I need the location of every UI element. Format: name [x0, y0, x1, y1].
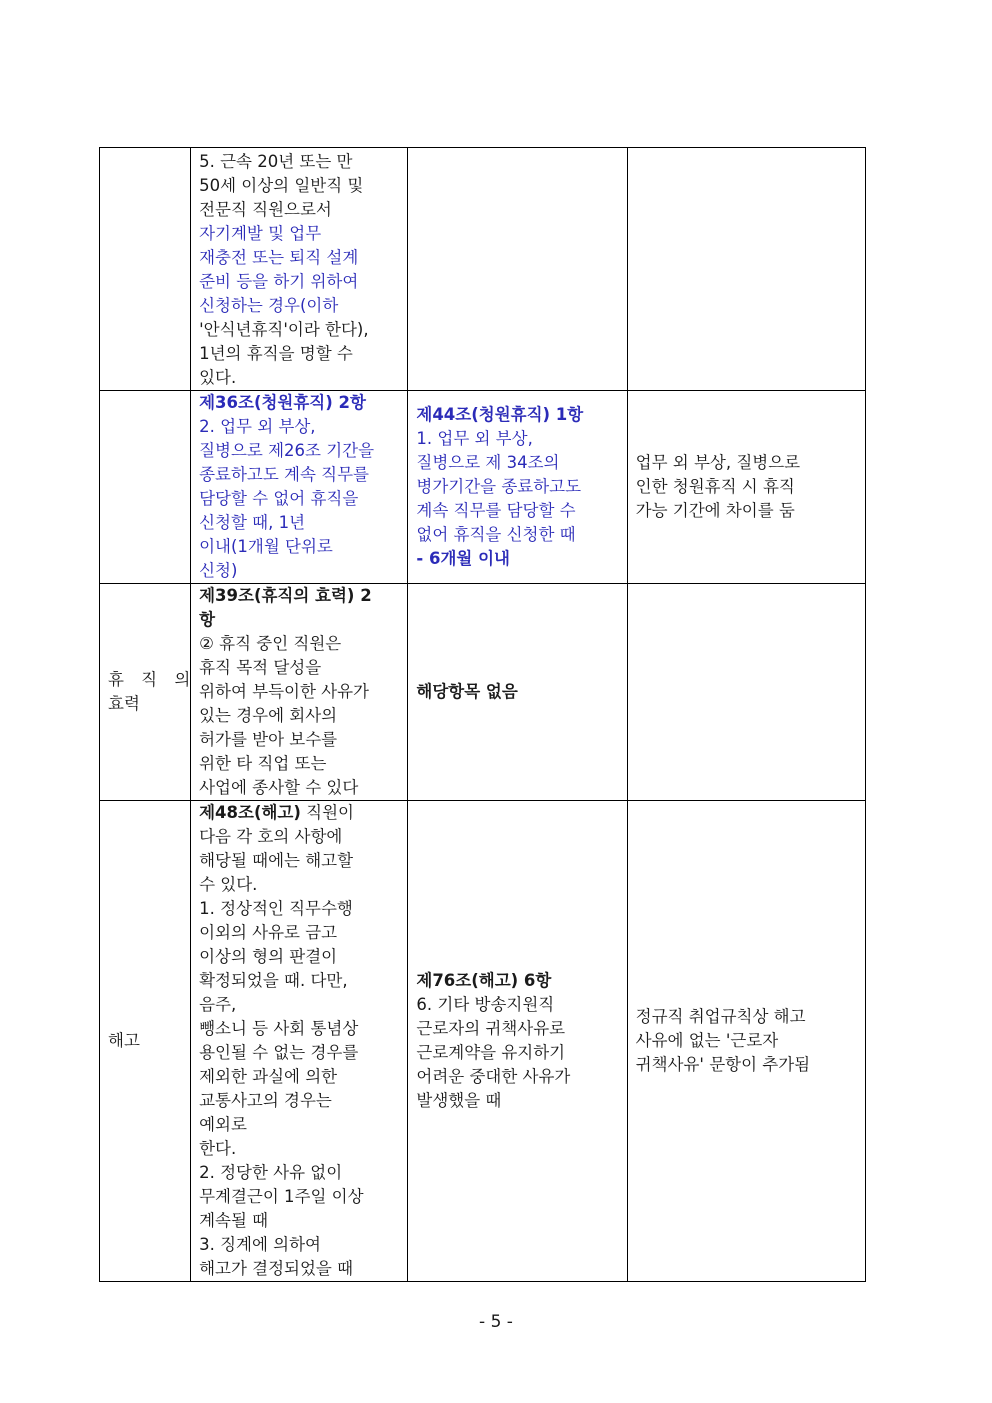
text-line: 제외한 과실에 의한 [199, 1067, 338, 1086]
text-line: 가능 기간에 차이를 둠 [635, 501, 795, 520]
text-line: 무계결근이 1주일 이상 [199, 1187, 364, 1206]
text-line: 질병으로 제 34조의 [416, 453, 560, 472]
category-cell [100, 391, 191, 584]
support-rule-cell [408, 391, 627, 584]
text-line: - 6개월 이내 [416, 549, 510, 568]
text-line: 종료하고도 계속 직무를 [199, 465, 369, 484]
text-line: 6. 기타 방송지원직 [416, 995, 555, 1014]
text-line: 한다. [199, 1139, 237, 1158]
text-line: 위하여 부득이한 사유가 [199, 682, 369, 701]
text-line: 계속될 때 [199, 1211, 269, 1230]
text-line: 음주, [199, 995, 237, 1014]
text-line: 2. 정당한 사유 없이 [199, 1163, 343, 1182]
support-rule-cell [408, 801, 627, 1282]
text-line: 3. 징계에 의하여 [199, 1235, 321, 1254]
text-line: 1년의 휴직을 명할 수 [199, 344, 353, 363]
text-line: 병가기간을 종료하고도 [416, 477, 582, 496]
text-line: '안식년휴직'이라 한다), [199, 320, 369, 339]
category-cell [100, 148, 191, 391]
article-heading: 제76조(해고) 6항 [416, 971, 552, 990]
text-line: 인한 청원휴직 시 휴직 [635, 477, 795, 496]
category-cell [100, 801, 191, 1282]
difference-cell [627, 148, 865, 391]
comparison-table [99, 147, 866, 1282]
article-heading: 항 [199, 610, 216, 629]
text-line: 제48조(해고) 직원이 [199, 803, 354, 822]
text-line: 근로자의 귀책사유로 [416, 1019, 566, 1038]
table-row [100, 391, 866, 584]
text-line: ② 휴직 중인 직원은 [199, 634, 342, 653]
text-line: 예외로 [199, 1115, 247, 1134]
text-line: 업무 외 부상, 질병으로 [635, 453, 801, 472]
text-line: 이내(1개월 단위로 [199, 537, 333, 556]
text-line: 계속 직무를 담당할 수 [416, 501, 576, 520]
text-line: 정규직 취업규칙상 해고 [635, 1007, 806, 1026]
text-line: 이상의 형의 판결이 [199, 947, 338, 966]
table-row [100, 148, 866, 391]
text-line: 해당항목 없음 [416, 682, 518, 701]
support-rule-cell [408, 148, 627, 391]
page-number: - 5 - [479, 1312, 513, 1332]
text-line: 없어 휴직을 신청한 때 [416, 525, 576, 544]
article-heading: 제39조(휴직의 효력) 2 [199, 586, 372, 605]
difference-cell [627, 391, 865, 584]
category-label: 해고 [108, 1031, 140, 1050]
text-line: 신청) [199, 561, 238, 580]
table-row [100, 801, 866, 1282]
category-label: 효력 [108, 694, 140, 713]
text-line: 50세 이상의 일반직 및 [199, 176, 364, 195]
text-line: 사유에 없는 '근로자 [635, 1031, 779, 1050]
company-rule-cell [191, 391, 408, 584]
category-cell [100, 584, 197, 801]
text-line: 근로계약을 유지하기 [416, 1043, 566, 1062]
text-line: 뺑소니 등 사회 통념상 [199, 1019, 359, 1038]
text-line: 다음 각 호의 사항에 [199, 827, 343, 846]
text-line: 준비 등을 하기 위하여 [199, 272, 359, 291]
text-line: 휴직 목적 달성을 [199, 658, 322, 677]
article-heading: 제36조(청원휴직) 2항 [199, 393, 366, 412]
article-heading: 제44조(청원휴직) 1항 [416, 405, 584, 424]
company-rule-cell [191, 148, 408, 391]
company-rule-cell [191, 584, 408, 801]
text-line: 자기계발 및 업무 [199, 224, 322, 243]
text-line: 사업에 종사할 수 있다 [199, 778, 359, 797]
text-line: 용인될 수 없는 경우를 [199, 1043, 359, 1062]
text-line: 귀책사유' 문항이 추가됨 [635, 1055, 811, 1074]
support-rule-cell [408, 584, 627, 801]
difference-cell [627, 801, 865, 1282]
text-line: 있는 경우에 회사의 [199, 706, 338, 725]
text-line: 허가를 받아 보수를 [199, 730, 338, 749]
text-line: 5. 근속 20년 또는 만 [199, 152, 353, 171]
text-line: 신청할 때, 1년 [199, 513, 306, 532]
table-row [100, 584, 866, 801]
text-line: 담당할 수 없어 휴직을 [199, 489, 359, 508]
text-line: 신청하는 경우(이하 [199, 296, 339, 315]
difference-cell [627, 584, 865, 801]
text-line: 질병으로 제26조 기간을 [199, 441, 375, 460]
text-line: 위한 타 직업 또는 [199, 754, 327, 773]
text-line: 확정되었을 때. 다만, [199, 971, 348, 990]
text-line: 발생했을 때 [416, 1091, 502, 1110]
category-label: 휴 직 의 [108, 670, 197, 689]
text-line: 2. 업무 외 부상, [199, 417, 316, 436]
text-line: 이외의 사유로 금고 [199, 923, 338, 942]
text-line: 전문직 직원으로서 [199, 200, 332, 219]
text-line: 어려운 중대한 사유가 [416, 1067, 571, 1086]
text-line: 1. 정상적인 직무수행 [199, 899, 353, 918]
text-line: 해고가 결정되었을 때 [199, 1259, 354, 1278]
text-line: 교통사고의 경우는 [199, 1091, 332, 1110]
text-line: 해당될 때에는 해고할 [199, 851, 354, 870]
text-line: 수 있다. [199, 875, 258, 894]
text-line: 재충전 또는 퇴직 설계 [199, 248, 359, 267]
article-heading: 제48조(해고) [199, 803, 301, 822]
text-line: 있다. [199, 368, 237, 387]
company-rule-cell [191, 801, 408, 1282]
text-line: 1. 업무 외 부상, [416, 429, 533, 448]
